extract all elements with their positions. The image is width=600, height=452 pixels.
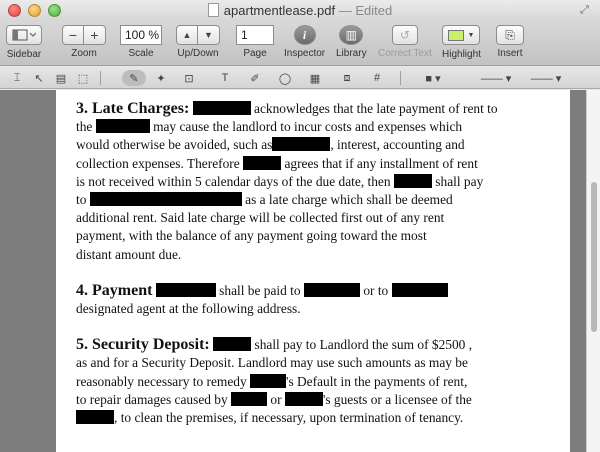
document-proxy-icon[interactable] — [208, 3, 219, 17]
section-late-charges — [76, 100, 546, 264]
text-run: shall pay to Landlord the sum of $2500 , — [254, 337, 473, 353]
redaction — [243, 156, 281, 170]
magic-wand-icon[interactable]: ✦ — [156, 72, 166, 85]
highlight-label: Highlight — [442, 48, 481, 60]
inspector-icon[interactable]: i — [294, 25, 316, 45]
pointer-icon[interactable]: ↖ — [34, 72, 44, 85]
line-style-icon[interactable]: —— ▾ — [480, 72, 512, 85]
redaction — [96, 119, 150, 133]
insert-group — [496, 25, 524, 59]
sidebar-button[interactable] — [6, 25, 42, 45]
section-payment — [76, 282, 546, 318]
rect-select-icon[interactable]: ⬚ — [77, 72, 89, 85]
updown-label: Up/Down — [177, 48, 219, 59]
chevron-down-icon: ▼ — [467, 31, 475, 39]
redaction — [76, 410, 114, 424]
grid-icon[interactable]: # — [373, 72, 381, 84]
insert-button[interactable]: ⎘ — [496, 25, 524, 45]
text-run: would otherwise be avoided, such as — [76, 137, 273, 153]
text-run: collection expenses. Therefore — [76, 155, 240, 171]
text-run: 's guests or a licensee of the — [322, 391, 472, 407]
redaction — [285, 392, 323, 406]
redaction — [156, 283, 216, 297]
vertical-scrollbar[interactable] — [586, 90, 600, 452]
text-area-select-icon[interactable]: ▤ — [55, 72, 67, 85]
previous-page-button[interactable]: ▲ — [176, 25, 198, 45]
annotation-toolbar — [0, 67, 600, 89]
updown-group — [176, 25, 220, 59]
library-group — [336, 25, 367, 59]
text-run: or to — [363, 282, 389, 298]
window-title — [0, 3, 600, 18]
text-box-icon[interactable]: T — [221, 72, 229, 84]
redaction — [213, 337, 251, 351]
scale-field[interactable]: 100 % — [120, 25, 162, 45]
page-field[interactable]: 1 — [236, 25, 274, 45]
annotation-separator — [400, 71, 401, 85]
redaction — [392, 283, 448, 297]
pen-tool-icon[interactable]: ✎ — [122, 70, 146, 86]
text-run: designated agent at the following address. — [76, 301, 301, 317]
stamp-icon[interactable]: ⊡ — [184, 72, 194, 85]
section-5-heading: 5. Security Deposit: — [76, 336, 210, 354]
text-run: additional rent. Said late charge will be collected first out of any rent — [76, 210, 445, 226]
annotation-separator — [100, 71, 101, 85]
page-label: Page — [243, 48, 267, 59]
speech-bubble-icon[interactable]: ◯ — [278, 72, 292, 85]
text-run: distant amount due. — [76, 246, 182, 262]
text-run: is not received within 5 calendar days of the due date, then — [76, 173, 391, 189]
text-run: reasonably necessary to remedy — [76, 373, 247, 389]
text-run: or — [270, 391, 282, 407]
zoom-in-button[interactable]: + — [84, 25, 106, 45]
text-run: may cause the landlord to incur costs and expenses which — [153, 119, 463, 135]
scale-label: Scale — [128, 48, 154, 59]
crop-icon[interactable]: ⧈ — [343, 71, 351, 84]
pencil-icon[interactable]: ✐ — [250, 72, 260, 85]
correct-text-button[interactable]: ↺ — [392, 25, 418, 45]
text-run: shall pay — [435, 173, 484, 189]
text-run: to — [76, 192, 87, 208]
redaction — [394, 174, 432, 188]
highlight-group — [442, 25, 481, 60]
section-security-deposit — [76, 336, 546, 427]
inspector-label: Inspector — [284, 48, 326, 59]
document-viewer[interactable] — [0, 90, 600, 452]
border-color-icon[interactable]: ■ ▾ — [425, 72, 441, 85]
text-run: as a late charge which shall be deemed — [245, 192, 453, 208]
sidebar-label: Sidebar — [6, 49, 42, 60]
redaction — [304, 283, 360, 297]
window-title-text: apartmentlease.pdf — [223, 3, 336, 18]
edited-status: — Edited — [338, 3, 393, 18]
text-run: as and for a Security Deposit. Landlord may use such amounts as may be — [76, 355, 468, 371]
insert-label: Insert — [497, 48, 523, 59]
section-3-heading: 3. Late Charges: — [76, 100, 190, 117]
text-run: the — [76, 119, 93, 135]
redaction — [193, 101, 251, 115]
text-run: to repair damages caused by — [76, 391, 228, 407]
redaction — [90, 192, 242, 206]
text-run: , interest, accounting and — [330, 137, 465, 153]
section-4-heading: 4. Payment — [76, 281, 153, 299]
sidebar-icon — [12, 29, 36, 41]
scale-group — [120, 25, 162, 59]
zoom-group — [62, 25, 106, 59]
page-group — [236, 25, 274, 59]
text-run: 's Default in the payments of rent, — [286, 373, 468, 389]
zoom-out-button[interactable]: − — [62, 25, 84, 45]
highlight-button[interactable] — [442, 25, 480, 45]
correct-text-label: Correct Text — [378, 48, 432, 59]
correct-text-group — [378, 25, 432, 59]
pdf-page[interactable] — [56, 90, 570, 452]
title-bar[interactable] — [0, 0, 600, 22]
page-text — [76, 100, 546, 445]
text-run: , to clean the premises, if necessary, upon termination of tenancy. — [114, 410, 464, 426]
line-end-icon[interactable]: —— ▾ — [530, 72, 562, 85]
text-run: shall be paid to — [219, 282, 301, 298]
sidebar-group — [6, 25, 42, 60]
text-run: agrees that if any installment of rent — [284, 155, 478, 171]
text-run: acknowledges that the late payment of rent to — [254, 101, 498, 116]
redaction — [231, 392, 267, 406]
inspector-group — [284, 25, 325, 59]
scrollbar-thumb[interactable] — [591, 182, 597, 332]
toolbar — [0, 22, 600, 66]
next-page-button[interactable]: ▼ — [198, 25, 220, 45]
zoom-label: Zoom — [71, 48, 97, 59]
library-icon[interactable]: ▥ — [339, 25, 363, 45]
text-select-icon[interactable]: ⌶ — [13, 71, 21, 84]
highlight-color-swatch — [448, 30, 464, 41]
redaction — [272, 137, 330, 151]
redaction — [250, 374, 286, 388]
library-label: Library — [336, 48, 367, 59]
text-run: payment, with the balance of any payment going toward the most — [76, 228, 427, 244]
note-icon[interactable]: ▦ — [309, 72, 321, 85]
fullscreen-icon[interactable]: ⤢ — [580, 4, 589, 16]
